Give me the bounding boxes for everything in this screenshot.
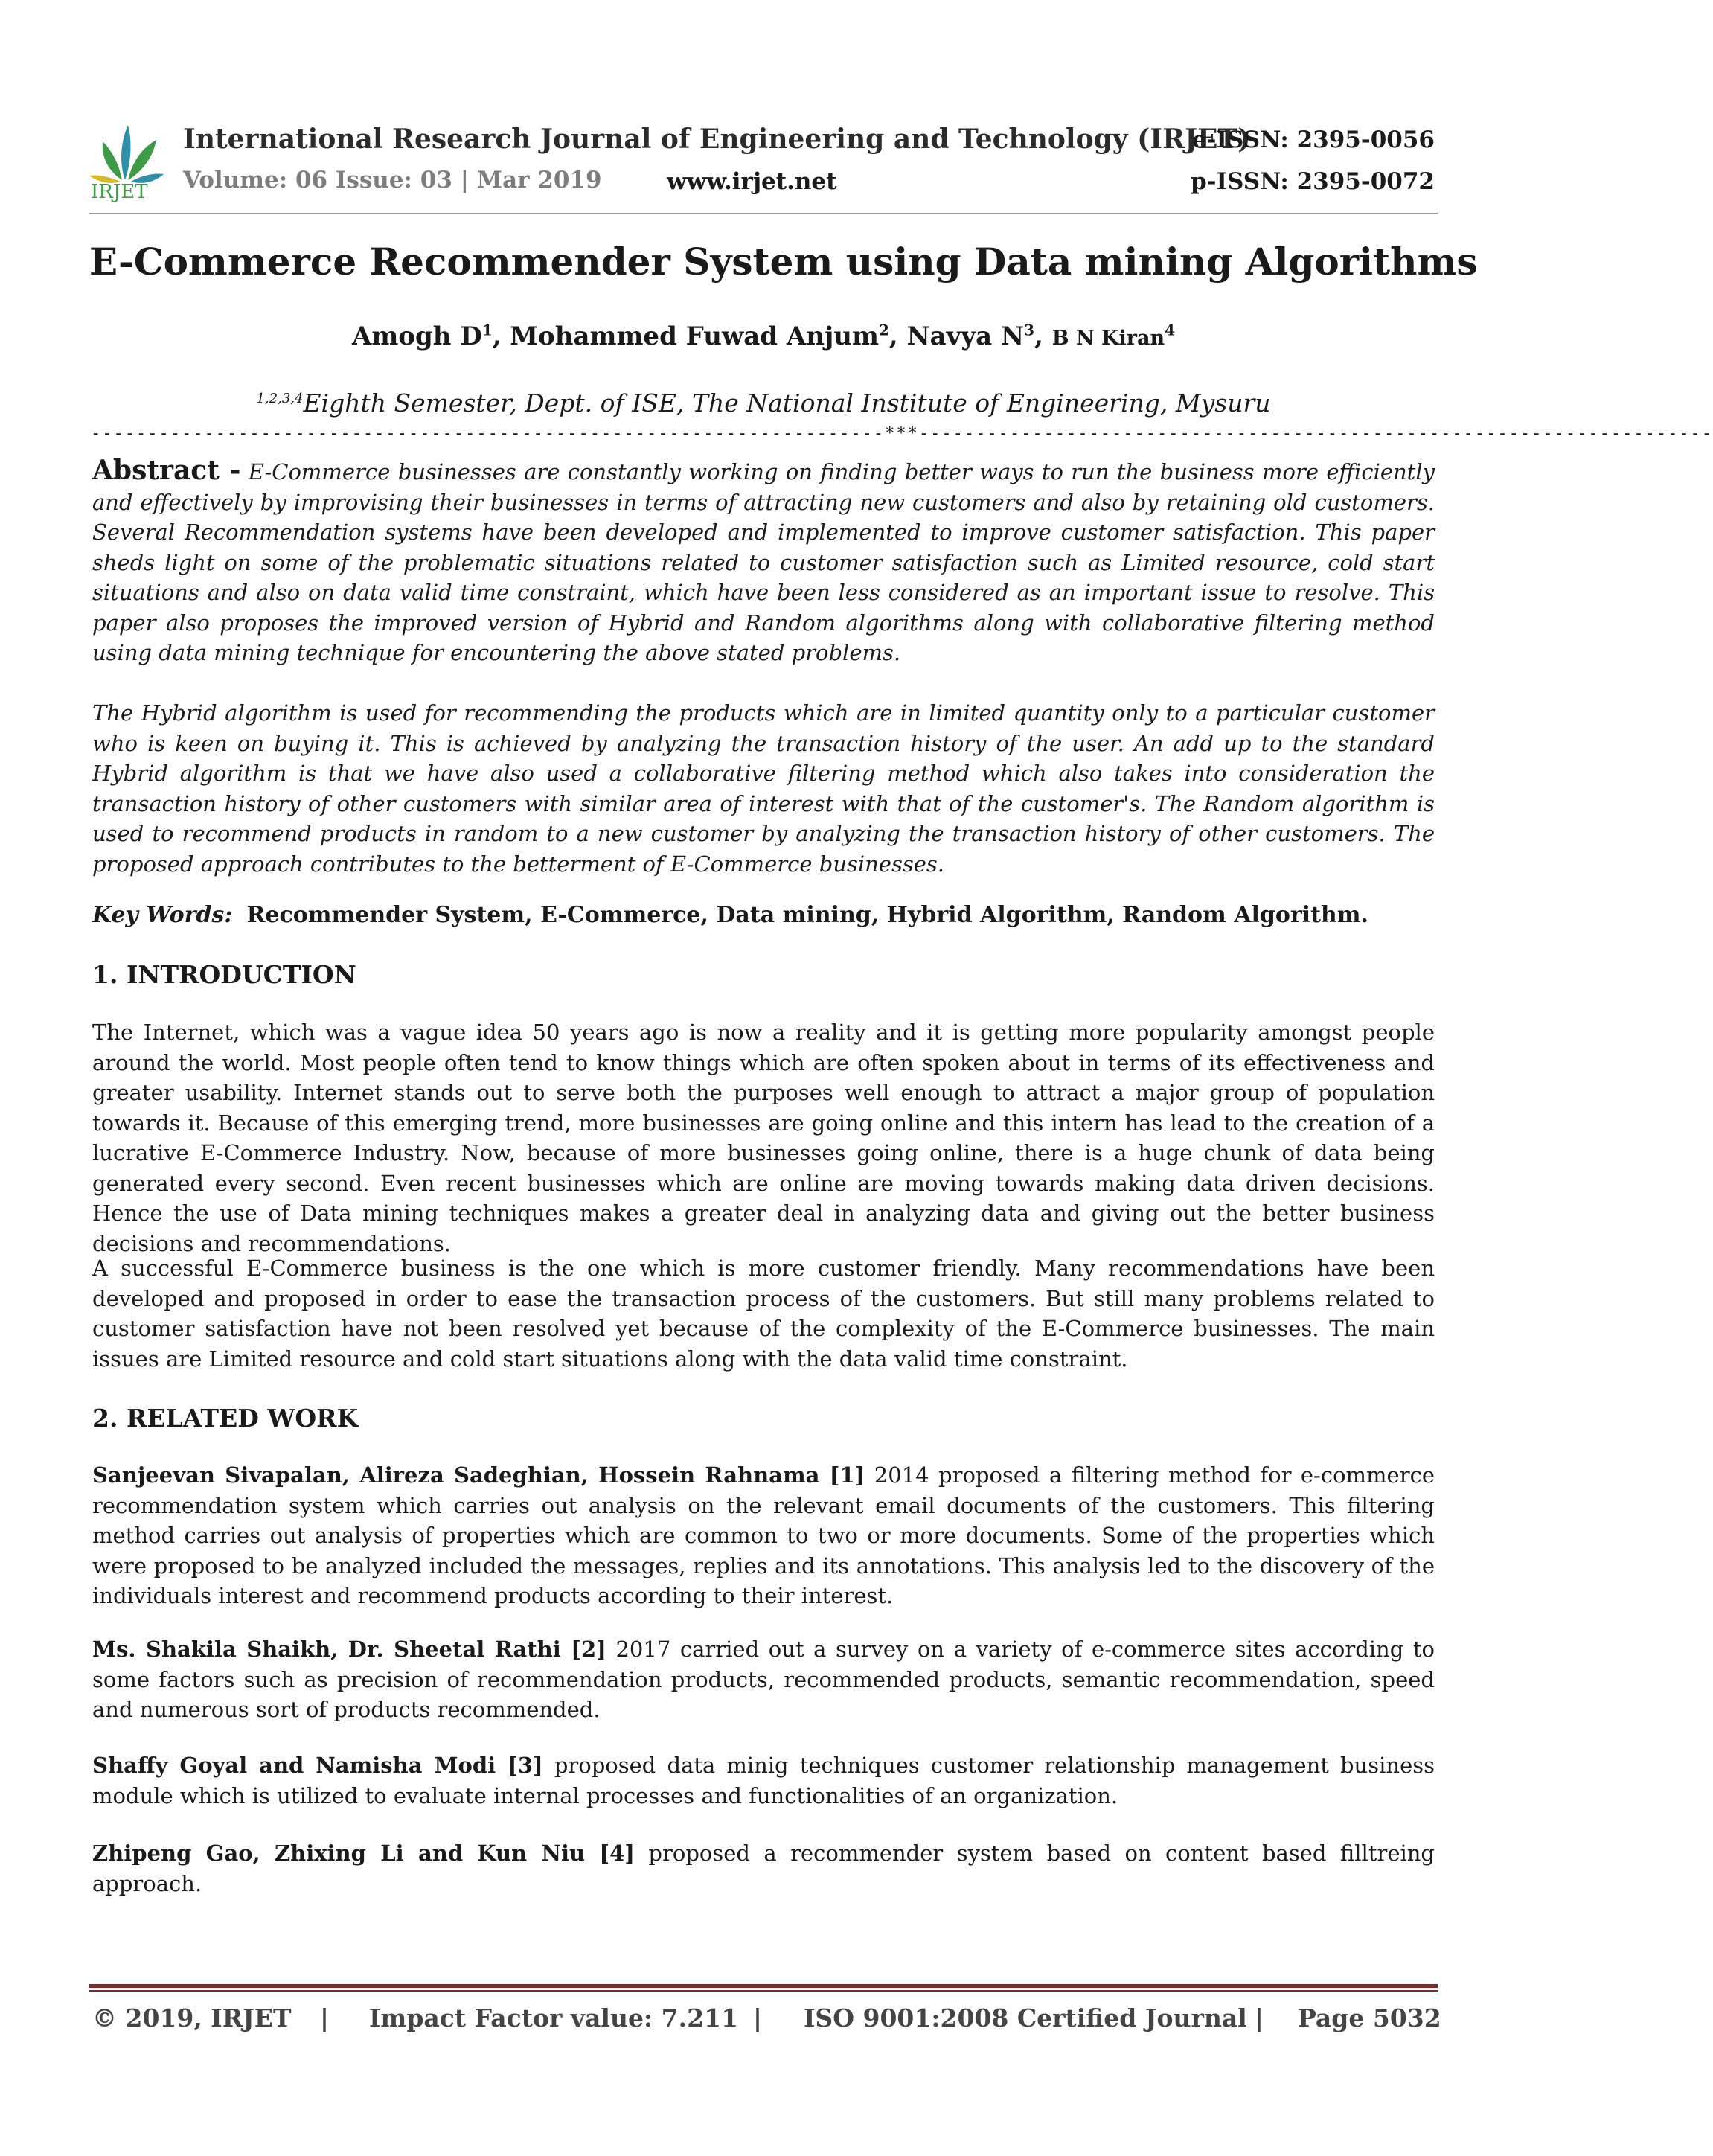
author-sup: 1: [481, 321, 493, 339]
author-name: Navya N: [906, 322, 1025, 351]
footer-rule-thin: [89, 1990, 1438, 1992]
footer-rule-thick: [89, 1984, 1438, 1988]
keywords-values: Recommender System, E-Commerce, Data mining, Hybrid Algorithm, Random Algorithm.: [246, 902, 1368, 928]
p-issn: p-ISSN: 2395-0072: [1190, 168, 1435, 195]
keywords: Key Words: Recommender System, E-Commerce, Data mining, Hybrid Algorithm, Random Algorithm.: [92, 902, 1368, 928]
volume-issue: Volume: 06 Issue: 03 | Mar 2019: [183, 167, 602, 193]
citation-ref: Zhipeng Gao, Zhixing Li and Kun Niu [4]: [92, 1840, 635, 1866]
affiliation: [89, 388, 1438, 418]
author-sup: 2: [878, 321, 889, 339]
citation-text: 2014 proposed a filtering method for e-commerce recommendation system which carries out analysis on the relevant email documents of the customers. This filtering method carries out analysis of properties which are common to two or more documents. Some of the properties which were proposed to be analyzed included the messages, replies and its annotations. This analysis led to the discovery of the individuals interest and recommend products according to their interest.: [92, 1462, 1435, 1608]
author-name: Amogh D: [351, 322, 482, 351]
irjet-logo-icon: [86, 112, 168, 201]
journal-website-link[interactable]: www.irjet.net: [667, 168, 837, 195]
footer-separator: |: [1255, 2003, 1264, 2032]
citation-text: 2017 carried out a survey on a variety of e-commerce sites according to some factors such as precision of recommendation products, recommended products, semantic recommendation, speed and numerous sort of products recommended.: [92, 1637, 1435, 1722]
footer-copyright: © 2019, IRJET: [92, 2003, 292, 2032]
intro-paragraph-2: A successful E-Commerce business is the one which is more customer friendly. Many recommendations have been developed and proposed in order to ease the transaction process of the customers. But still many problems related to customer satisfaction have not been resolved yet because of the complexity of the E-Commerce businesses. The main issues are Limited resource and cold start situations along with the data valid time constraint.: [92, 1255, 1435, 1372]
intro-paragraph-1: The Internet, which was a vague idea 50 years ago is now a reality and it is getting more popularity amongst people around the world. Most people often tend to know things which are often spoken about in terms of its effectiveness and greater usability. Internet stands out to serve both the purposes well enough to attract a major group of population towards it. Because of this emerging trend, more businesses are going online and this intern has lead to the creation of a lucrative E-Commerce Industry. Now, because of more businesses going online, there is a huge chunk of data being generated every second. Even recent businesses which are online are moving towards making data driven decisions. Hence the use of Data mining techniques makes a greater deal in analyzing data and giving out the better business decisions and recommendations.: [92, 1020, 1435, 1256]
related-item: [92, 1634, 1435, 1725]
footer-separator: |: [753, 2003, 763, 2032]
related-item: [92, 1460, 1435, 1611]
citation-ref: Sanjeevan Sivapalan, Alireza Sadeghian, Hossein Rahnama [1]: [92, 1462, 865, 1488]
footer-iso: ISO 9001:2008 Certified Journal: [804, 2003, 1247, 2032]
abstract-paragraph-1: [92, 455, 1435, 668]
affiliation-text: Eighth Semester, Dept. of ISE, The National Institute of Engineering, Mysuru: [303, 388, 1271, 418]
related-item: [92, 1750, 1435, 1811]
citation-ref: Shaffy Goyal and Namisha Modi [3]: [92, 1753, 543, 1778]
abstract-paragraph-2: The Hybrid algorithm is used for recommending the products which are in limited quantity only to a particular customer who is keen on buying it. This is achieved by analyzing the transaction history of the user. An add up to the standard Hybrid algorithm is that we have also used a collaborative filtering method which also takes into consideration the transaction history of other customers with similar area of interest with that of the customer's. The Random algorithm is used to recommend products in random to a new customer by analyzing the transaction history of other customers. The proposed approach contributes to the betterment of E-Commerce businesses.: [92, 700, 1435, 877]
journal-title: International Research Journal of Engineering and Technology (IRJET): [183, 124, 1251, 155]
author-sup: 4: [1165, 321, 1176, 339]
author-sup: 3: [1024, 321, 1035, 339]
author-name: Mohammed Fuwad Anjum: [510, 322, 879, 351]
related-item: [92, 1838, 1435, 1899]
author-name: B N Kiran: [1051, 327, 1165, 350]
affiliation-sup: 1,2,3,4: [256, 391, 304, 406]
citation-ref: Ms. Shakila Shaikh, Dr. Sheetal Rathi [2]: [92, 1637, 606, 1662]
footer-separator: |: [320, 2003, 330, 2032]
journal-header: [86, 112, 1444, 201]
keywords-label: Key Words: [92, 902, 225, 928]
logo-wordmark: IRJET: [91, 181, 148, 203]
citation-text: proposed data minig techniques customer relationship management business module which is utilized to evaluate internal processes and functionalities of an organization.: [92, 1753, 1435, 1808]
author-list: Amogh $D^1$, Mohammed Fuwad Anjum$^2$, Navya $N^3$, B N Kiran$^4$: [351, 321, 1176, 351]
e-issn: e-ISSN: 2395-0056: [1191, 127, 1435, 153]
citation-text: proposed a recommender system based on content based filltreing approach.: [92, 1840, 1435, 1896]
footer-page-number: Page 5032: [1298, 2003, 1441, 2032]
header-divider: [89, 213, 1438, 214]
page-footer: [92, 2003, 1441, 2041]
related-work-heading: 2. RELATED WORK: [92, 1404, 359, 1433]
intro-heading: 1. INTRODUCTION: [92, 960, 356, 989]
section-separator: ----------------------------------------------------------------------***----------------------------------------------------------------------: [91, 424, 1713, 443]
footer-impact-factor: Impact Factor value: 7.211: [369, 2003, 738, 2032]
abstract-label: Abstract -: [92, 455, 241, 486]
irjet-logo: [86, 112, 168, 201]
paper-title: E-Commerce Recommender System using Data mining Algorithms: [89, 240, 1478, 284]
abstract-text-1: E-Commerce businesses are constantly working on finding better ways to run the business more efficiently and effectively by improvising their businesses in terms of attracting new customers and also by retaining old customers. Several Recommendation systems have been developed and implemented to improve customer satisfaction. This paper sheds light on some of the problematic situations related to customer satisfaction such as Limited resource, cold start situations and also on data valid time constraint, which have been less considered as an important issue to resolve. This paper also proposes the improved version of Hybrid and Random algorithms along with collaborative filtering method using data mining technique for encountering the above stated problems.: [92, 459, 1435, 665]
